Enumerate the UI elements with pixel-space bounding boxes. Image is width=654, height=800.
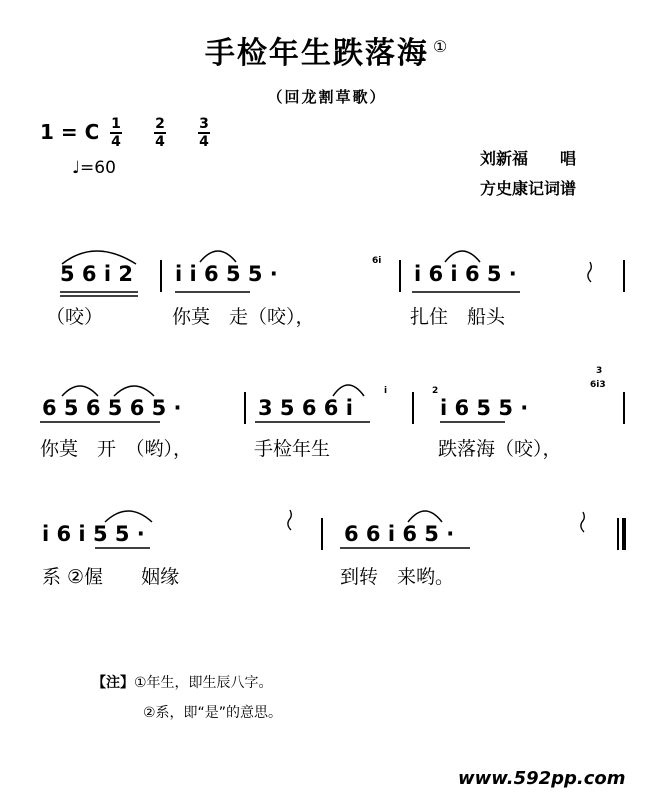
credit-recorder: 方史康记词谱: [480, 179, 577, 198]
time-sig-num: 2: [155, 116, 165, 132]
lyrics-s3-1: 系 ②偓 姻缘: [42, 566, 180, 588]
footnote-1-text: ①年生，即生辰八字。: [134, 675, 273, 691]
bar-line: [244, 392, 246, 424]
time-sig-den: 4: [199, 134, 209, 150]
final-bar-thick: [622, 518, 626, 550]
footnote-label: 【注】: [92, 675, 134, 691]
lyrics-s1-3: 扎住 船头: [410, 306, 506, 328]
slur-arc: [62, 386, 98, 396]
grace-note: 6i: [372, 256, 382, 266]
slur-arc: [333, 385, 364, 396]
lyrics-s2-3: 跌落海（咬），: [438, 438, 562, 460]
page-subtitle: （回龙割草歌）: [267, 88, 387, 106]
time-sig-num: 1: [111, 116, 121, 132]
notes-s1-m3: i 6 i 6 5 ·: [414, 262, 517, 286]
notes-s3-m1: i 6 i 5 5 ·: [42, 522, 145, 546]
title-text: 手检年生跌落海: [204, 36, 429, 71]
slur-arc: [408, 511, 442, 522]
notes-s2-m3: i 6 5 5 ·: [440, 396, 529, 420]
bar-line: [623, 260, 625, 292]
title-footnote-mark: ①: [432, 37, 450, 56]
bar-line: [412, 392, 414, 424]
slur-arc: [114, 386, 154, 396]
grace-note: 2: [432, 386, 439, 396]
notes-s2-m1: 6 5 6 5 6 5 ·: [42, 396, 182, 420]
grace-note: 3: [596, 366, 603, 376]
bar-line: [321, 518, 323, 550]
notes-s2-m2: 3 5 6 6 i: [258, 396, 353, 420]
grace-note: 6i3: [590, 380, 606, 390]
notes-s1-m2: i i 6 5 5 ·: [175, 262, 278, 286]
lyrics-s1-1: （咬）: [46, 306, 104, 328]
key-signature: 1 = C: [40, 120, 100, 144]
lyrics-s3-2: 到转 来哟。: [340, 566, 455, 588]
slur-arc: [105, 511, 152, 522]
notes-s1-m1: 5 6 i 2: [60, 262, 133, 286]
site-watermark: www.592pp.com: [458, 768, 626, 789]
bar-line: [623, 392, 625, 424]
notes-s3-m2: 6 6 i 6 5 ·: [344, 522, 455, 546]
footnote-2: ②系，即“是”的意思。: [143, 705, 283, 721]
bar-line: [160, 260, 162, 292]
footnote-1: [92, 672, 273, 692]
slur-arc: [200, 251, 236, 262]
final-bar-thin: [617, 518, 619, 550]
lyrics-s2-1: 你莫 开 （哟），: [40, 438, 193, 460]
bar-line: [399, 260, 401, 292]
time-sig-num: 3: [199, 116, 209, 132]
credit-singer: 刘新福 唱: [480, 149, 577, 168]
lyrics-s2-2: 手检年生: [254, 438, 331, 460]
tempo-value: =60: [80, 158, 116, 178]
grace-note: i: [384, 386, 388, 396]
quarter-note-icon: ♩: [72, 158, 81, 178]
time-sig-den: 4: [155, 134, 165, 150]
time-sig-den: 4: [111, 134, 121, 150]
lyrics-s1-2: 你莫 走（咬），: [172, 306, 315, 328]
slur-arc: [445, 251, 480, 262]
